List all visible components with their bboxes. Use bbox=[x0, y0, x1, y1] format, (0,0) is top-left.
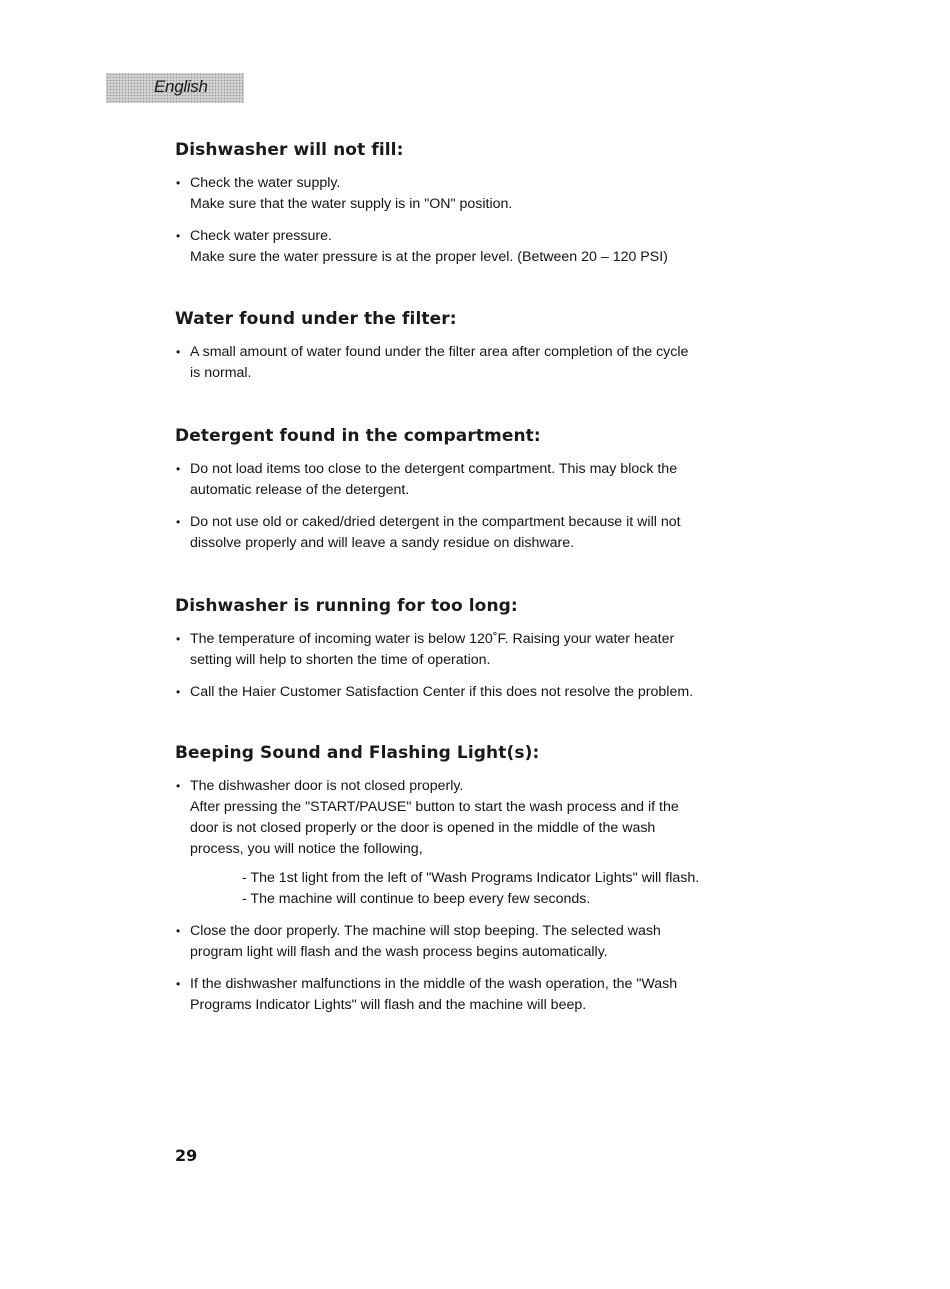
item-line: Make sure that the water supply is in "ON" position. bbox=[190, 196, 513, 212]
language-label: English bbox=[154, 77, 208, 96]
list-item bbox=[175, 974, 815, 1016]
sub-item-line: - The machine will continue to beep every few seconds. bbox=[242, 891, 591, 907]
section-will-not-fill bbox=[175, 140, 815, 279]
item-line: The temperature of incoming water is below 120˚F. Raising your water heater bbox=[190, 631, 675, 647]
list-item bbox=[175, 173, 815, 215]
list-item bbox=[175, 776, 815, 910]
bullet-icon: • bbox=[176, 977, 181, 991]
section-running-too-long bbox=[175, 596, 815, 714]
section-beeping-flashing bbox=[175, 743, 815, 1027]
item-line: Call the Haier Customer Satisfaction Center if this does not resolve the problem. bbox=[190, 684, 694, 700]
list-item bbox=[175, 342, 815, 384]
item-line: The dishwasher door is not closed properly. bbox=[190, 778, 464, 794]
item-line: If the dishwasher malfunctions in the middle of the wash operation, the "Wash bbox=[190, 976, 678, 992]
bullet-icon: • bbox=[176, 924, 181, 938]
list-item bbox=[175, 459, 815, 501]
item-line: process, you will notice the following, bbox=[190, 841, 423, 857]
section-heading: Dishwasher is running for too long: bbox=[175, 596, 518, 616]
item-line: automatic release of the detergent. bbox=[190, 482, 410, 498]
item-line: Check water pressure. bbox=[190, 228, 332, 244]
bullet-icon: • bbox=[176, 632, 181, 646]
item-line: Close the door properly. The machine will stop beeping. The selected wash bbox=[190, 923, 661, 939]
bullet-icon: • bbox=[176, 176, 181, 190]
item-line: Make sure the water pressure is at the proper level. (Between 20 – 120 PSI) bbox=[190, 249, 668, 265]
list-item bbox=[175, 682, 815, 703]
bullet-icon: • bbox=[176, 779, 181, 793]
section-water-under-filter bbox=[175, 309, 815, 395]
bullet-icon: • bbox=[176, 515, 181, 529]
section-heading: Beeping Sound and Flashing Light(s): bbox=[175, 743, 540, 763]
item-line: setting will help to shorten the time of operation. bbox=[190, 652, 491, 668]
bullet-icon: • bbox=[176, 229, 181, 243]
item-line: is normal. bbox=[190, 365, 252, 381]
item-line: Programs Indicator Lights" will flash and the machine will beep. bbox=[190, 997, 587, 1013]
list-item bbox=[175, 921, 815, 963]
section-heading: Dishwasher will not fill: bbox=[175, 140, 404, 160]
page-number: 29 bbox=[175, 1146, 198, 1165]
sub-item-line: - The 1st light from the left of "Wash Programs Indicator Lights" will flash. bbox=[242, 870, 700, 886]
list-item bbox=[175, 629, 815, 671]
item-line: After pressing the "START/PAUSE" button to start the wash process and if the bbox=[190, 799, 679, 815]
section-heading: Water found under the filter: bbox=[175, 309, 457, 329]
list-item bbox=[175, 512, 815, 554]
list-item bbox=[175, 226, 815, 268]
bullet-icon: • bbox=[176, 462, 181, 476]
section-detergent-in-compartment bbox=[175, 426, 815, 565]
bullet-icon: • bbox=[176, 345, 181, 359]
language-tab bbox=[106, 73, 244, 103]
item-line: Do not load items too close to the detergent compartment. This may block the bbox=[190, 461, 678, 477]
item-line: door is not closed properly or the door is opened in the middle of the wash bbox=[190, 820, 656, 836]
item-line: dissolve properly and will leave a sandy residue on dishware. bbox=[190, 535, 575, 551]
sub-list bbox=[242, 868, 815, 910]
item-line: Do not use old or caked/dried detergent in the compartment because it will not bbox=[190, 514, 681, 530]
item-line: program light will flash and the wash process begins automatically. bbox=[190, 944, 608, 960]
item-line: A small amount of water found under the filter area after completion of the cycle bbox=[190, 344, 689, 360]
bullet-icon: • bbox=[176, 685, 181, 699]
item-line: Check the water supply. bbox=[190, 175, 341, 191]
section-heading: Detergent found in the compartment: bbox=[175, 426, 541, 446]
